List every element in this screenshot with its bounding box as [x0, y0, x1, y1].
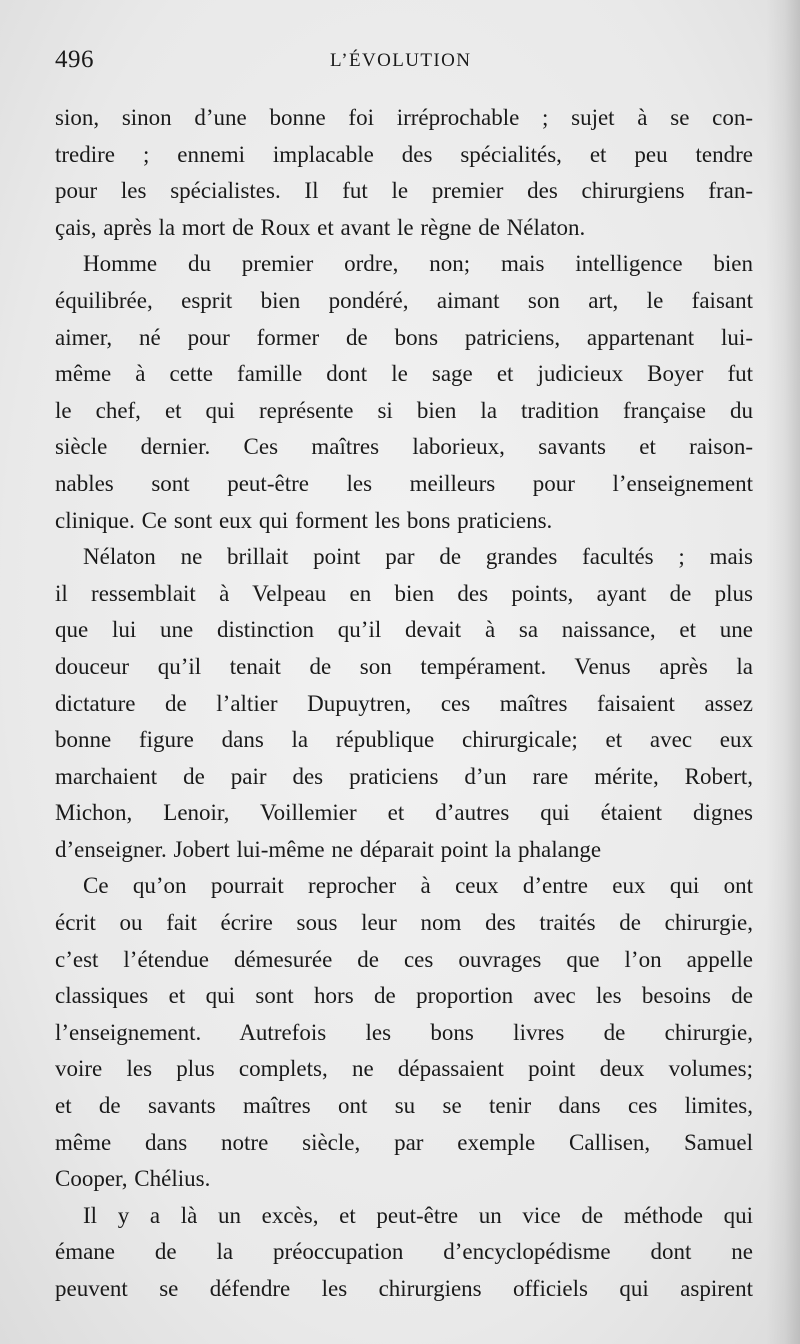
- text-line: tredire ; ennemi implacable des spécialités, et peu tendre: [55, 141, 753, 167]
- text-line: nables sont peut-être les meilleurs pour l’enseignement: [55, 470, 753, 496]
- paragraph: [55, 1198, 753, 1308]
- page-edge-shadow: [766, 0, 800, 1344]
- text-line: Ce qu’on pourrait reprocher à ceux d’entre eux qui ont: [83, 873, 753, 899]
- text-line: même à cette famille dont le sage et judicieux Boyer fut: [55, 361, 753, 387]
- text-line: sion, sinon d’une bonne foi irréprochable ; sujet à se con-: [55, 105, 753, 130]
- text-line: même dans notre siècle, par exemple Callisen, Samuel: [55, 1129, 753, 1155]
- text-line: clinique. Ce sont eux qui forment les bons praticiens.: [55, 507, 553, 533]
- paragraph: [55, 539, 753, 868]
- text-line: il ressemblait à Velpeau en bien des points, ayant de plus: [55, 580, 753, 606]
- text-line: peuvent se défendre les chirurgiens officiels qui aspirent: [55, 1276, 753, 1301]
- page-number: 496: [55, 46, 94, 73]
- paragraph: [55, 246, 753, 539]
- body-text: [55, 100, 753, 1308]
- text-line: classiques et qui sont hors de proportion avec les besoins de: [55, 983, 753, 1009]
- text-line: d’enseigner. Jobert lui-même ne déparait point la phalange: [55, 836, 602, 862]
- text-line: écrit ou fait écrire sous leur nom des traités de chirurgie,: [55, 910, 753, 936]
- text-line: dictature de l’altier Dupuytren, ces maîtres faisaient assez: [55, 690, 753, 716]
- text-line: que lui une distinction qu’il devait à sa naissance, et une: [55, 617, 753, 643]
- text-line: voire les plus complets, ne dépassaient point deux volumes;: [55, 1056, 753, 1082]
- text-line: bonne figure dans la république chirurgicale; et avec eux: [55, 727, 753, 753]
- text-line: aimer, né pour former de bons patriciens, appartenant lui-: [55, 324, 753, 350]
- text-line: équilibrée, esprit bien pondéré, aimant son art, le faisant: [55, 287, 753, 313]
- text-line: pour les spécialistes. Il fut le premier des chirurgiens fran-: [55, 178, 753, 204]
- text-line: douceur qu’il tenait de son tempérament. Venus après la: [55, 653, 753, 679]
- paragraph: [55, 868, 753, 1197]
- text-line: siècle dernier. Ces maîtres laborieux, savants et raison-: [55, 434, 753, 460]
- text-line: c’est l’étendue démesurée de ces ouvrages que l’on appelle: [55, 946, 753, 972]
- text-line: Homme du premier ordre, non; mais intelligence bien: [83, 251, 753, 277]
- text-line: l’enseignement. Autrefois les bons livres de chirurgie,: [55, 1019, 753, 1045]
- text-line: Cooper, Chélius.: [55, 1166, 211, 1192]
- text-line: émane de la préoccupation d’encyclopédisme dont ne: [55, 1239, 753, 1265]
- text-line: marchaient de pair des praticiens d’un rare mérite, Robert,: [55, 763, 753, 789]
- text-line: Michon, Lenoir, Voillemier et d’autres qui étaient dignes: [55, 800, 753, 826]
- text-line: çais, après la mort de Roux et avant le règne de Nélaton.: [55, 214, 586, 240]
- text-line: et de savants maîtres ont su se tenir dans ces limites,: [55, 1093, 753, 1119]
- text-line: le chef, et qui représente si bien la tradition française du: [55, 397, 753, 423]
- text-line: Nélaton ne brillait point par de grandes facultés ; mais: [83, 544, 753, 570]
- page-header: [55, 46, 755, 86]
- running-head: L’ÉVOLUTION: [330, 50, 472, 71]
- paragraph: [55, 100, 753, 246]
- text-line: Il y a là un excès, et peut-être un vice de méthode qui: [83, 1202, 753, 1228]
